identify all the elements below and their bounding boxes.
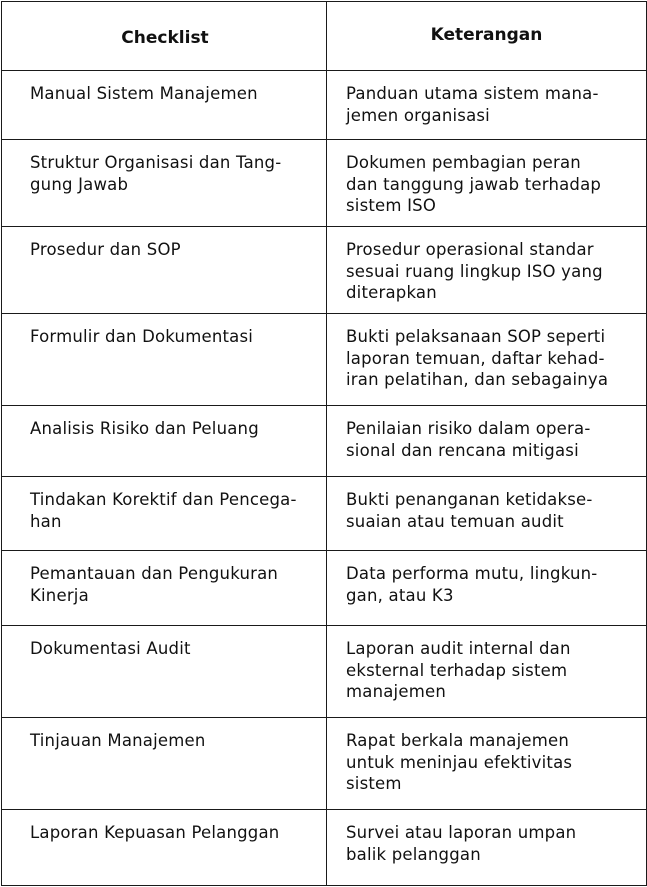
keterangan-text: Laporan audit internal dan: [346, 639, 571, 658]
checklist-item-cell: [2, 314, 327, 406]
table-row: [2, 810, 647, 886]
keterangan-text: Rapat berkala manajemen: [346, 731, 570, 750]
checklist-item-text: Tinjauan Manajemen: [30, 731, 206, 750]
keterangan-text: Bukti penanganan ketidakse-: [346, 490, 593, 509]
keterangan-cell: [327, 626, 647, 718]
keterangan-text: sesuai ruang lingkup ISO yang: [346, 261, 603, 281]
checklist-item-cell: [2, 140, 327, 227]
table-body: [2, 71, 647, 886]
keterangan-text: eksternal terhadap sistem: [346, 660, 568, 680]
keterangan-cell: [327, 140, 647, 227]
checklist-item-cell: [2, 718, 327, 810]
checklist-item-text: Prosedur dan SOP: [30, 240, 181, 259]
checklist-item-text: Manual Sistem Manajemen: [30, 84, 258, 103]
keterangan-cell: [327, 718, 647, 810]
keterangan-text: manajemen: [346, 682, 446, 701]
keterangan-text: jemen organisasi: [346, 105, 490, 125]
keterangan-text: untuk meninjau efektivitas: [346, 752, 573, 772]
checklist-item-text: Laporan Kepuasan Pelanggan: [30, 823, 280, 842]
table-row: [2, 71, 647, 140]
table-row: [2, 718, 647, 810]
checklist-item-cell: [2, 810, 327, 886]
table-row: [2, 477, 647, 551]
keterangan-text: Dokumen pembagian peran: [346, 153, 581, 172]
table-row: [2, 227, 647, 314]
table-row: [2, 314, 647, 406]
checklist-item-text: Formulir dan Dokumentasi: [30, 327, 254, 346]
table-row: [2, 626, 647, 718]
checklist-item-text: han: [30, 511, 62, 531]
checklist-item-text: Struktur Organisasi dan Tang-: [30, 153, 282, 172]
keterangan-cell: [327, 314, 647, 406]
keterangan-text: iran pelatihan, dan sebagainya: [346, 370, 609, 389]
keterangan-text: gan, atau K3: [346, 585, 454, 605]
table-row: [2, 406, 647, 477]
keterangan-text: Survei atau laporan umpan: [346, 823, 577, 842]
checklist-item-text: Pemantauan dan Pengukuran: [30, 564, 279, 583]
checklist-item-text: gung Jawab: [30, 174, 129, 194]
column-header-keterangan: Keterangan: [327, 2, 647, 71]
checklist-item-text: Tindakan Korektif dan Pencega-: [30, 490, 297, 509]
keterangan-cell: [327, 477, 647, 551]
keterangan-text: sional dan rencana mitigasi: [346, 440, 579, 460]
keterangan-cell: [327, 227, 647, 314]
checklist-table: [1, 1, 647, 886]
keterangan-text: Bukti pelaksanaan SOP seperti: [346, 327, 606, 346]
table-header-row: [2, 2, 647, 71]
checklist-item-cell: [2, 227, 327, 314]
keterangan-text: Prosedur operasional standar: [346, 240, 594, 259]
keterangan-text: Panduan utama sistem mana-: [346, 84, 599, 103]
checklist-item-text: Analisis Risiko dan Peluang: [30, 419, 259, 438]
keterangan-text: balik pelanggan: [346, 844, 481, 864]
keterangan-text: sistem: [346, 774, 402, 793]
keterangan-text: Penilaian risiko dalam opera-: [346, 419, 591, 438]
keterangan-cell: [327, 810, 647, 886]
checklist-item-cell: [2, 477, 327, 551]
checklist-item-text: Kinerja: [30, 585, 89, 605]
checklist-item-cell: [2, 71, 327, 140]
column-header-checklist: Checklist: [2, 2, 327, 71]
table-row: [2, 140, 647, 227]
keterangan-cell: [327, 71, 647, 140]
keterangan-text: suaian atau temuan audit: [346, 511, 564, 531]
checklist-item-cell: [2, 626, 327, 718]
keterangan-cell: [327, 551, 647, 626]
checklist-item-text: Dokumentasi Audit: [30, 639, 191, 658]
keterangan-text: Data performa mutu, lingkun-: [346, 564, 598, 583]
keterangan-text: diterapkan: [346, 283, 437, 302]
checklist-item-cell: [2, 551, 327, 626]
checklist-item-cell: [2, 406, 327, 477]
table-row: [2, 551, 647, 626]
keterangan-cell: [327, 406, 647, 477]
keterangan-text: laporan temuan, daftar kehad-: [346, 348, 605, 368]
keterangan-text: sistem ISO: [346, 196, 437, 215]
keterangan-text: dan tanggung jawab terhadap: [346, 174, 602, 194]
